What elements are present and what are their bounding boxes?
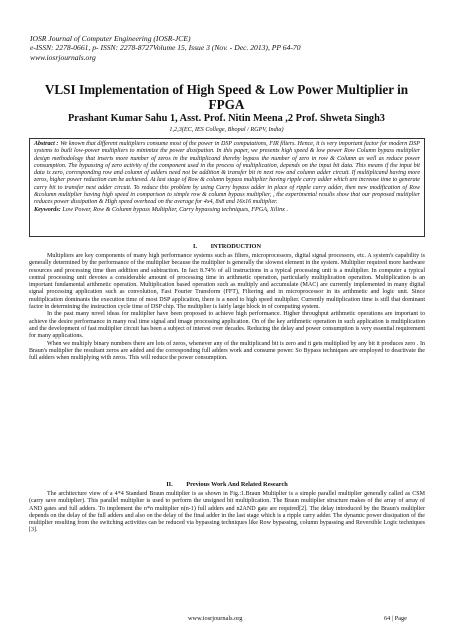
section-2-number: II. bbox=[166, 481, 173, 488]
abstract-box bbox=[29, 138, 425, 237]
authors: Prashant Kumar Sahu 1, Asst. Prof. Nitin Meena ,2 Prof. Shweta Singh3 bbox=[68, 113, 385, 124]
affiliation: 1,2,3(EC, IES College, Bhopal / RGPV, India) bbox=[169, 126, 284, 133]
keywords-label: Keywords: bbox=[34, 206, 61, 214]
section-2-paragraph: The architecture view of a 4*4 Standard Braun multiplier is as shown in Fig.:1.Braun Multiplier is a simple parallel multiplier generally called as CSM (carry save multiplier). This parallel multiplier is used to perform the unsigned bit multiplication. The Braun multiplier structure makes of the array of array of AND gates and full adders. To implement the n*n multiplier n(n-1) full adders and n2AND gate are required[2]. The delay introduced by the Braun's multiplier depends on the delay of the full adders and also on the delay of the final adder in the last stage which is a ripple carry adder. The dynamic power dissipation of the multiplier resulting from the switching activities can be reduced via bypassing techniques like Row bypassing, column bypassing and Reversible Logic techniques [3]. bbox=[29, 491, 425, 534]
title-line-2: FPGA bbox=[208, 97, 245, 112]
section-1-paragraph: When we multiply binary numbers there are lots of zeros, whenever any of the multiplicand bit is zero and it gets multiplied by any bit it produces zero . In Braun's multiplier the resultant zeros are added and the corresponding full adders work and consume power. So Bypass techniques are employed to deactivate the full adders when multiplying with zeros. This will reduce the power consumption. bbox=[29, 340, 425, 362]
title-line-1: VLSI Implementation of High Speed & Low Power Multiplier in bbox=[44, 82, 409, 97]
abstract-paragraph bbox=[34, 141, 420, 206]
footer-url[interactable]: www.iosrjournals.org bbox=[188, 615, 243, 622]
section-1-heading bbox=[29, 243, 425, 251]
paper-title bbox=[20, 82, 433, 112]
section-1-body bbox=[29, 253, 425, 362]
journal-issn: e-ISSN: 2278-0661, p- ISSN: 2278-8727Volume 15, Issue 3 (Nov. - Dec. 2013), PP 64-70 bbox=[30, 43, 301, 53]
section-1-title: INTRODUCTION bbox=[210, 243, 261, 250]
section-1-paragraph: In the past many novel ideas for multiplier have been proposed to achieve high performance. Higher throughput arithmetic operations are important to achieve the desire performance in many real time signal and image processing application. On of the key arithmetic operation in such application is multiplication and the development of fast multiplier circuit has been a subject of interest over decades. Reducing the delay and power consumption is very essential requirement for many applications. bbox=[29, 311, 425, 340]
section-2-heading bbox=[29, 481, 425, 489]
journal-header bbox=[30, 34, 301, 62]
journal-url[interactable]: www.iosrjournals.org bbox=[30, 52, 96, 62]
section-1-paragraph: Multipliers are key components of many high performance systems such as filters, microprocessors, digital signal processors, etc. A system's capability is generally determined by the performance of the multiplier because the multiplier is generally the slowest element in the system. Multiplier required more hardware resources and processing time then addition and subtraction. In fact 8.74% of all instructions in a typical processing unit is a multiplier. In computer a typical central processing unit devotes a considerable amount of processing time in arithmetic operation, particularly multiplication operation. Multiplication is an important fundamental arithmetic operation. Multiplication based operation such as multiply and accumulate (MAC) are currently implemented in many digital signal processing application such as convolution, Fast Fourier Transform (FFT), Filtering and in microprocessor in its arithmetic and logic unit. Since multiplication dominants the execution time of most DSP application, there is a need to high speed multiplier. Currently multiplication time is still that dominant factor in determining the instruction cycle time of DSP chip. The multiplier is fairly large block in of computing system. bbox=[29, 253, 425, 311]
abstract-label: Abstract : bbox=[34, 141, 59, 147]
section-2-title: Previous Work And Related Research bbox=[186, 481, 288, 488]
keywords-line bbox=[34, 206, 420, 213]
keywords-text: Low Power, Row & Column bypass Multiplier, Carry bypassing techniques, FPGA, Xilinx . bbox=[62, 206, 289, 214]
journal-name: IOSR Journal of Computer Engineering (IOSR-JCE) bbox=[30, 34, 191, 43]
footer-page-number: 64 | Page bbox=[384, 615, 407, 622]
section-2-body bbox=[29, 491, 425, 535]
abstract-text: We known that different multipliers consume most of the power in DSP computations, FIR filters. Hence, it is very important factor for modern DSP systems to built low-power multipliers to minimize the power dissipation. In this paper, we presents high speed & low power Row Column bypass multiplier design methodology that inserts more number of zeros in the multiplicand thereby bypass the number of zero in row & Column as well as reduce power consumption. The bypassing of zero activity of the component used in the process of multiplication, depends on the input bit data. This means if the input bit data is zero, corresponding row and column of adders need not be addition & transfer bit in next row and column adder circuit. If multiplicand having more zeros, higher power reduction can be achieved. At last stage of Row & column bypass multiplier having ripple carry adder which are increase time to generate carry bit to transfer next adder circuit. To reduce this problem by using Carry bypass adder in place of ripple carry adder, then new modification of Row &column multiplier having high speed in comparison to simple row & column bypass multiplier, , the experimental results show that our proposed multiplier reduces power dissipation & High speed overhead on the average for 4x4, 8x8 and 16x16 multiplier. bbox=[34, 141, 420, 205]
section-1-number: I. bbox=[193, 243, 198, 250]
